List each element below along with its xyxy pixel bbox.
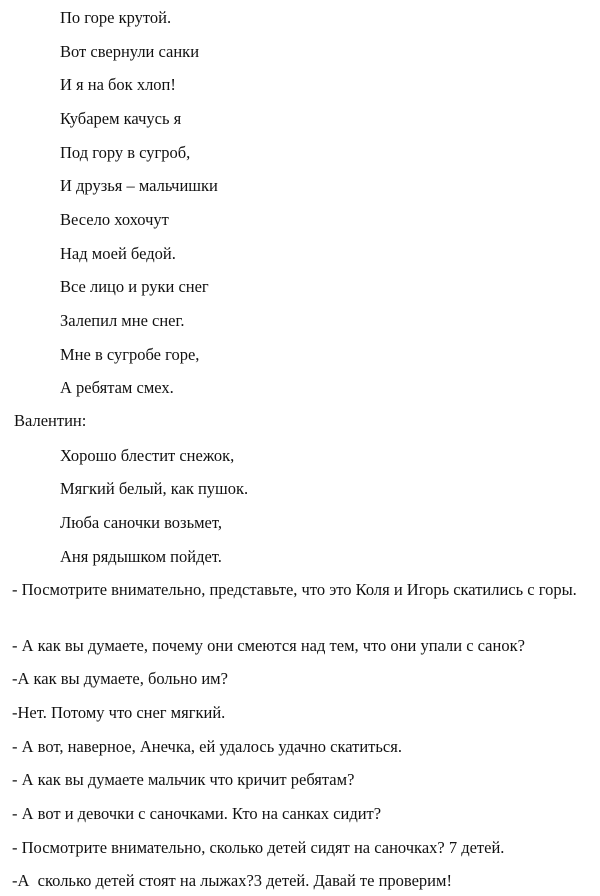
- poem-line: Под гору в сугроб,: [60, 143, 191, 162]
- dialogue-line: - А вот, наверное, Анечка, ей удалось удачно скатиться.: [12, 737, 402, 756]
- poem-line: Мне в сугробе горе,: [60, 345, 200, 364]
- dialogue-line: -Нет. Потому что снег мягкий.: [12, 703, 226, 722]
- dialogue-line: - Посмотрите внимательно, представьте, что это Коля и Игорь скатились с горы.: [12, 580, 577, 599]
- poem-line: Кубарем качусь я: [60, 109, 182, 128]
- speaker-label: Валентин:: [14, 411, 87, 430]
- poem-line: Мягкий белый, как пушок.: [60, 479, 249, 498]
- poem-line: Залепил мне снег.: [60, 311, 185, 330]
- poem-line: Хорошо блестит снежок,: [60, 446, 235, 465]
- poem-line: Все лицо и руки снег: [60, 277, 209, 296]
- poem-line: И друзья – мальчишки: [60, 176, 218, 195]
- dialogue-line: - Посмотрите внимательно, сколько детей сидят на саночках? 7 детей.: [12, 838, 505, 857]
- poem-line: Люба саночки возьмет,: [60, 513, 222, 532]
- dialogue-line: -А как вы думаете, больно им?: [12, 669, 228, 688]
- dialogue-line: -А сколько детей стоят на лыжах?3 детей. Давай те проверим!: [12, 871, 452, 890]
- poem-line: Над моей бедой.: [60, 244, 176, 263]
- poem-line: Аня рядышком пойдет.: [60, 547, 222, 566]
- dialogue-line: - А как вы думаете, почему они смеются над тем, что они упали с санок?: [12, 636, 525, 655]
- dialogue-line: - А как вы думаете мальчик что кричит ребятам?: [12, 770, 355, 789]
- poem-line: Весело хохочут: [60, 210, 169, 229]
- dialogue-line: - А вот и девочки с саночками. Кто на санках сидит?: [12, 804, 382, 823]
- poem-line: И я на бок хлоп!: [60, 75, 176, 94]
- poem-line: А ребятам смех.: [60, 378, 174, 397]
- poem-line: Вот свернули санки: [60, 42, 200, 61]
- poem-line: По горе крутой.: [60, 8, 172, 27]
